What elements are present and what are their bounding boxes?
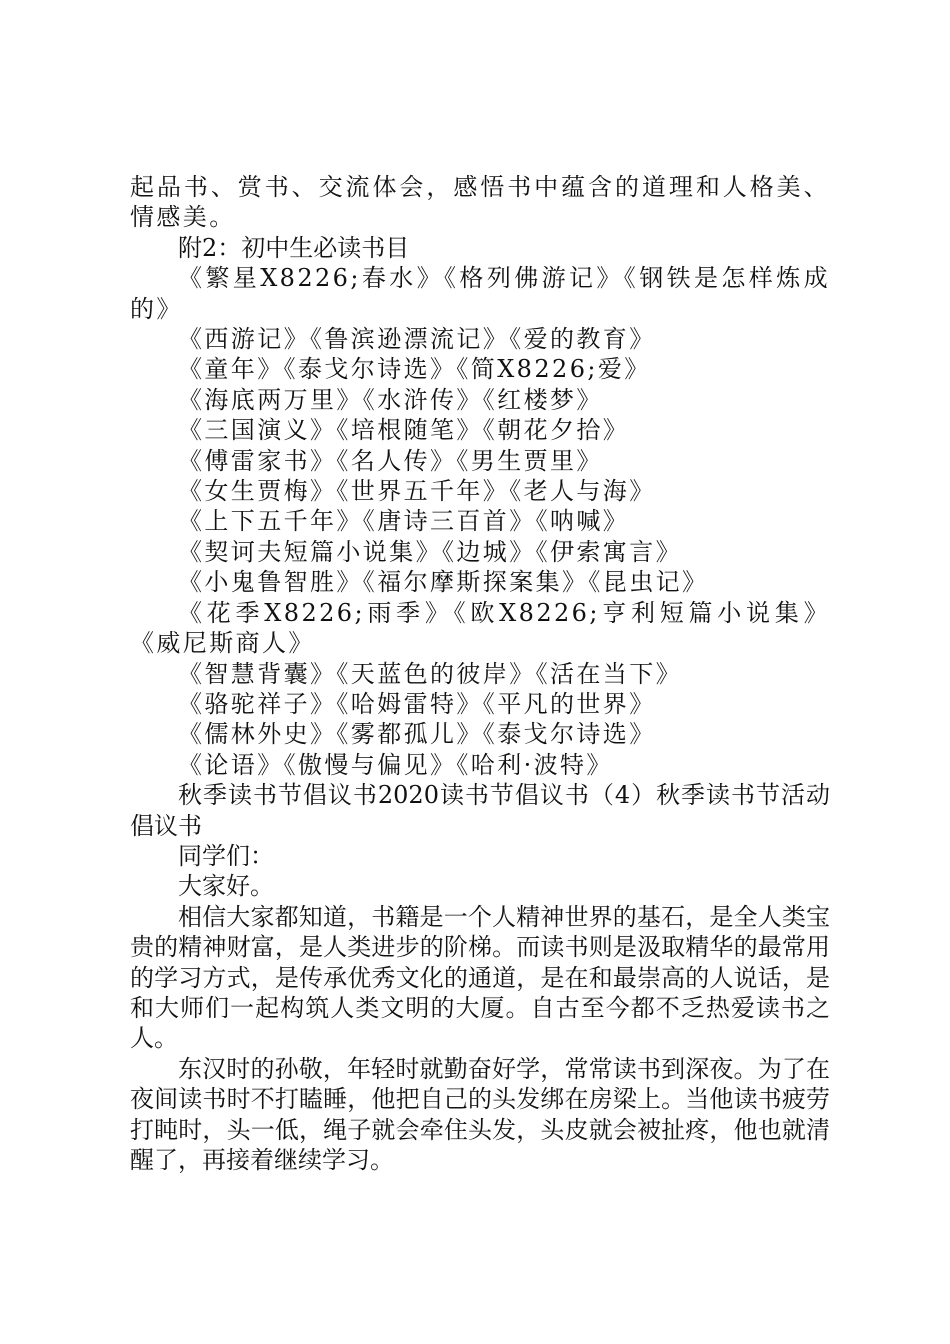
book-list-line: 《上下五千年》《唐诗三百首》《呐喊》 bbox=[178, 507, 630, 536]
greeting: 大家好。 bbox=[178, 872, 274, 901]
document-body bbox=[130, 172, 830, 1175]
book-list-line: 《骆驼祥子》《哈姆雷特》《平凡的世界》 bbox=[178, 689, 656, 718]
book-list-line: 《智慧背囊》《天蓝色的彼岸》《活在当下》 bbox=[178, 659, 682, 688]
book-list-line: 《童年》《泰戈尔诗选》《简X8226;爱》 bbox=[178, 355, 651, 384]
book-list-line: 《傅雷家书》《名人传》《男生贾里》 bbox=[178, 446, 603, 475]
book-list-line: 《海底两万里》《水浒传》《红楼梦》 bbox=[178, 385, 603, 414]
book-list-line: 《花季X8226;雨季》《欧X8226;亨利短篇小说集》《威尼斯商人》 bbox=[130, 598, 830, 658]
paragraph: 相信大家都知道，书籍是一个人精神世界的基石，是全人类宝贵的精神财富，是人类进步的阶梯。而读书则是汲取精华的最常用的学习方式，是传承优秀文化的通道，是在和最崇高的人说话，是和大师们一起构筑人类文明的大厦。自古至今都不乏热爱读书之人。 bbox=[130, 902, 830, 1053]
book-list-line: 《繁星X8226;春水》《格列佛游记》《钢铁是怎样炼成的》 bbox=[130, 264, 830, 323]
appendix-heading: 附2：初中生必读书目 bbox=[178, 233, 410, 262]
book-list-line: 《儒林外史》《雾都孤儿》《泰戈尔诗选》 bbox=[178, 720, 656, 749]
greeting: 同学们： bbox=[178, 841, 274, 870]
paragraph: 东汉时的孙敬，年轻时就勤奋好学，常常读书到深夜。为了在夜间读书时不打瞌睡，他把自己的头发绑在房梁上。当他读书疲劳打盹时，头一低，绳子就会牵住头发，头皮就会被扯疼，他也就清醒了，再接着继续学习。 bbox=[130, 1054, 830, 1174]
book-list-line: 《西游记》《鲁滨逊漂流记》《爱的教育》 bbox=[178, 325, 656, 354]
book-list-line: 《女生贾梅》《世界五千年》《老人与海》 bbox=[178, 477, 656, 506]
book-list-line: 《契诃夫短篇小说集》《边城》《伊索寓言》 bbox=[178, 537, 682, 566]
paragraph: 起品书、赏书、交流体会，感悟书中蕴含的道理和人格美、情感美。 bbox=[130, 173, 830, 232]
book-list-line: 《论语》《傲慢与偏见》《哈利·波特》 bbox=[178, 750, 613, 779]
book-list-line: 《三国演义》《培根随笔》《朝花夕拾》 bbox=[178, 416, 630, 445]
section-title: 秋季读书节倡议书2020读书节倡议书（4）秋季读书节活动倡议书 bbox=[130, 781, 830, 840]
book-list-line: 《小鬼鲁智胜》《福尔摩斯探案集》《昆虫记》 bbox=[178, 568, 709, 597]
